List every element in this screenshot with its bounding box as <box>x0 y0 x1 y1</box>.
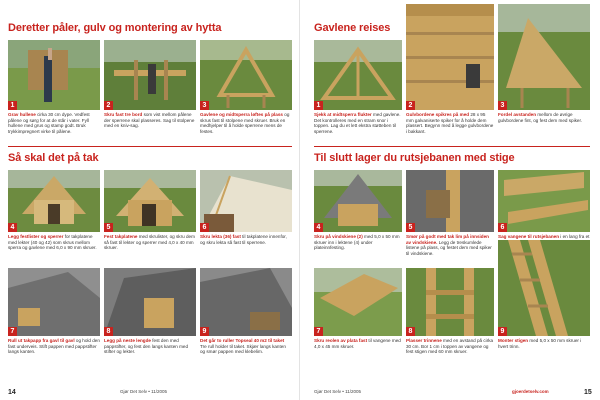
section-divider <box>8 146 292 147</box>
step-number-badge: 8 <box>406 327 415 336</box>
step-card <box>498 4 590 123</box>
construction-photo-image <box>200 170 292 232</box>
step-card <box>200 170 292 245</box>
section-heading-roof: Så skal det på tak <box>8 152 99 164</box>
step-caption <box>314 234 402 251</box>
step-card <box>406 170 494 256</box>
step-text: fest den med pappstifter, og fest den langs kanten med stifter og lekter. <box>104 338 189 355</box>
step-number-badge: 7 <box>314 327 323 336</box>
step-photo <box>104 170 196 232</box>
step-card <box>8 170 100 251</box>
step-title: Legg på neste lengde <box>104 338 151 343</box>
construction-photo-image <box>104 170 196 232</box>
step-text: med skrulister, og skru dem så fast til lekter og sperrer med 4,0 x 40 mm skruer. <box>104 234 195 251</box>
section-heading-foundation: Deretter påler, gulv og montering av hytta <box>8 22 222 34</box>
step-title: Monter stigen <box>498 338 529 343</box>
step-photo <box>104 268 196 336</box>
step-number-badge: 6 <box>498 223 507 232</box>
step-text: til takplatene innenfor, og skru lekta så fast til sperrene. <box>200 234 287 245</box>
construction-photo-image <box>406 170 494 232</box>
step-caption <box>200 234 292 245</box>
step-text: for takplatene med lekter (40 og 42) som skrus mellom sperra og gavlene med 6,0 x 90 mm skruer. <box>8 234 97 251</box>
section-heading-gables: Gavlene reises <box>314 22 391 34</box>
step-title: Plasser trinnene <box>406 338 442 343</box>
step-caption <box>406 112 494 134</box>
construction-photo-image <box>498 240 590 336</box>
step-caption <box>200 112 292 134</box>
step-card <box>104 170 196 251</box>
step-number-badge: 1 <box>8 101 17 110</box>
page-footer: Gjør Det Selv • 11/2005 <box>120 389 168 394</box>
step-photo <box>8 268 100 336</box>
step-card <box>8 268 100 355</box>
step-card <box>104 268 196 355</box>
step-card <box>314 268 402 349</box>
step-title: Grav hullene <box>8 112 36 117</box>
construction-photo-image <box>498 170 590 232</box>
step-title: Sjekk at midtsperra flukter <box>314 112 372 117</box>
step-card <box>314 40 402 134</box>
step-photo <box>498 170 590 232</box>
step-title: Skru reolen av plata fast <box>314 338 368 343</box>
section-heading-slide: Til slutt lager du rutsjebanen med stige <box>314 152 515 164</box>
step-number-badge: 8 <box>104 327 113 336</box>
step-photo <box>498 240 590 336</box>
step-text: og hold den fast underveis. Stift pappen med pappstifter langs kanten. <box>8 338 100 355</box>
step-card <box>498 170 590 251</box>
step-caption <box>8 338 100 355</box>
step-number-badge: 2 <box>104 101 113 110</box>
step-number-badge: 2 <box>406 101 415 110</box>
step-photo <box>104 40 196 110</box>
step-number-badge: 9 <box>498 327 507 336</box>
step-number-badge: 1 <box>314 101 323 110</box>
step-number-badge: 6 <box>200 223 209 232</box>
step-number-badge: 9 <box>200 327 209 336</box>
step-text: cirka 30 cm dype. Vedfest pålene og sørg for at de står i vater. Fyll hullene med grus og stamp godt. Bruk trykkimpregnert virke til pålene. <box>8 112 90 134</box>
step-caption <box>406 338 494 355</box>
step-caption <box>314 338 402 349</box>
step-photo <box>406 170 494 232</box>
step-number-badge: 3 <box>498 101 507 110</box>
step-number-badge: 5 <box>406 223 415 232</box>
construction-photo-image <box>104 268 196 336</box>
step-card <box>104 40 196 129</box>
construction-photo-image <box>8 268 100 336</box>
section-divider <box>314 146 590 147</box>
step-card <box>200 40 292 134</box>
step-photo <box>314 40 402 110</box>
step-title: Det går to ruller Topseal 40 m2 til taket <box>200 338 285 343</box>
step-photo <box>200 40 292 110</box>
step-card <box>8 40 100 134</box>
construction-photo-image <box>104 40 196 110</box>
step-text: med 5,0 x 50 mm skruer inn i lektene (4) under plateinnfesting. <box>314 234 400 251</box>
step-caption <box>104 234 196 251</box>
step-text: med 5,0 x 50 mm skruer i hvert trinn. <box>498 338 582 349</box>
construction-photo-image <box>200 40 292 110</box>
step-title: Skru lekta (36) fast <box>200 234 241 239</box>
website-link[interactable]: gjoerdetselv.com <box>512 389 549 394</box>
construction-photo-image <box>406 268 494 336</box>
construction-photo-image <box>314 170 402 232</box>
step-title: Smør på godt med tak lim på innsiden av vindskiene. <box>406 234 489 245</box>
step-text: Legg de treskumlede listene på plass, og festet dem med spiker til vindskiene. <box>406 239 492 256</box>
step-photo <box>200 268 292 336</box>
step-text: 28 x 95 mm galvaniserte spiker for å holde dem plassert. Begynn med å legge gulvbordene i bakkant. <box>406 112 494 134</box>
step-number-badge: 4 <box>8 223 17 232</box>
step-caption <box>200 338 292 355</box>
construction-photo-image <box>498 4 590 110</box>
step-card <box>406 4 494 134</box>
step-photo <box>314 268 402 336</box>
page-number: 15 <box>584 389 592 396</box>
step-photo <box>406 268 494 336</box>
step-photo <box>406 4 494 110</box>
step-card <box>200 268 292 355</box>
step-number-badge: 7 <box>8 327 17 336</box>
step-title: Fordel avstanden <box>498 112 537 117</box>
step-title: Gulvbordene spikres på med <box>406 112 470 117</box>
step-photo <box>200 170 292 232</box>
step-title: Gavlene og midtsperra løftes på plass <box>200 112 283 117</box>
step-caption <box>314 112 402 134</box>
construction-photo-image <box>8 40 100 110</box>
page-number: 14 <box>8 389 16 396</box>
right-page <box>300 0 600 400</box>
step-text: som vist mellom pålene der sperrene skal plasseres. Sag til stolpene med en kniv-sag. <box>104 112 195 129</box>
step-title: Legg festlister og sperrer <box>8 234 64 239</box>
step-caption <box>498 112 590 123</box>
step-caption <box>8 112 100 134</box>
step-text: med en avstand på cirka 30 cm. Bor 1 cm i toppen av vangene og fest stigen med 60 mm skruer. <box>406 338 494 355</box>
step-caption <box>498 338 590 349</box>
construction-photo-image <box>8 170 100 232</box>
step-caption <box>8 234 100 251</box>
step-number-badge: 3 <box>200 101 209 110</box>
step-caption <box>406 234 494 256</box>
step-text: Tre rull holder til taket. Skjær langs kanten og smør pappen med klebelim. <box>200 343 286 355</box>
step-card <box>498 240 590 349</box>
step-title: Skru på vindskiene (2) <box>314 234 363 239</box>
step-text: og skrus fast til stolpene med skruer. Bruk en medhjelper til å holde sperrene mens de festes. <box>200 112 290 134</box>
step-text: mellom de øvrige gulvbordene fint, og fest dem med spiker. <box>498 112 583 123</box>
construction-photo-image <box>406 4 494 110</box>
step-caption <box>104 338 196 355</box>
construction-photo-image <box>200 268 292 336</box>
step-text: i en lang fra et <box>560 234 590 239</box>
step-number-badge: 5 <box>104 223 113 232</box>
step-text: til vangene med 4,0 x 45 mm skruer. <box>314 338 401 349</box>
page-footer: Gjør Det Selv • 11/2005 <box>314 389 362 394</box>
step-photo <box>8 170 100 232</box>
step-title: Fest takplatene <box>104 234 138 239</box>
step-caption <box>104 112 196 129</box>
step-card <box>406 268 494 355</box>
step-title: Sag vangene til rutsjebanen <box>498 234 560 239</box>
construction-photo-image <box>314 40 402 110</box>
step-number-badge: 4 <box>314 223 323 232</box>
step-photo <box>8 40 100 110</box>
construction-photo-image <box>314 268 402 336</box>
step-text: med gavlene. Det kontrolleres med en stram snor i toppen. Lag du et lett ekstra støtteben til sperrene. <box>314 112 401 134</box>
step-title: Rull ut takpapp fra gavl til gavl <box>8 338 75 343</box>
step-card <box>314 170 402 251</box>
step-photo <box>314 170 402 232</box>
step-title: Skru fast tre bord <box>104 112 143 117</box>
step-photo <box>498 4 590 110</box>
